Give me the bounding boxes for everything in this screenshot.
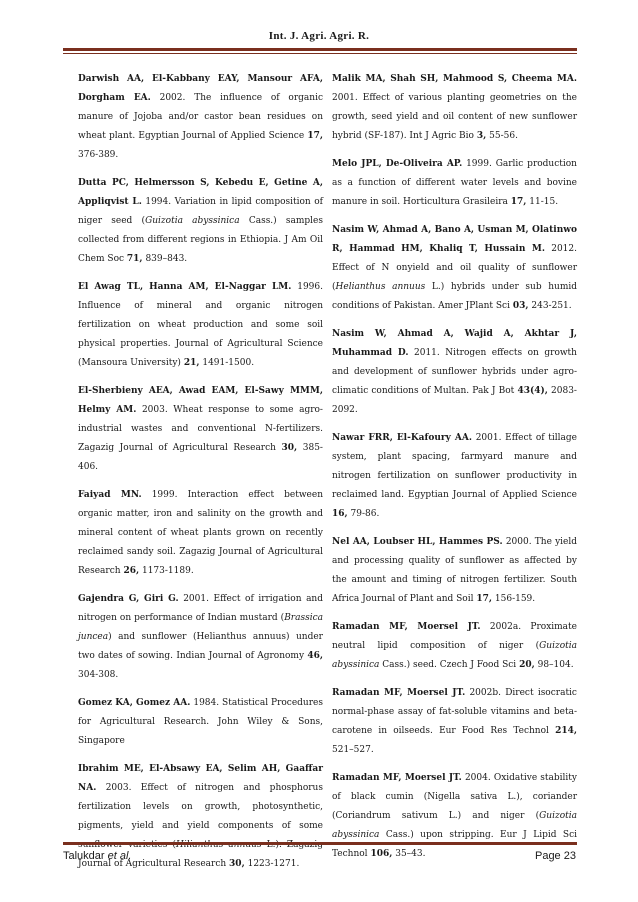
reference-item <box>78 694 323 751</box>
reference-item <box>78 70 323 165</box>
reference-item <box>78 486 323 581</box>
reference-year: 2004. <box>464 773 491 783</box>
page-label: Page <box>534 850 561 862</box>
reference-item <box>332 155 577 212</box>
reference-volume: 43(4), <box>517 386 548 396</box>
reference-year: 1994. <box>145 197 172 207</box>
reference-pages: 304-308. <box>78 670 119 680</box>
reference-item <box>332 325 577 420</box>
reference-text: Wheat response to some agro-industrial wastes and conventional N-fertilizers. Zagazig Journal of Agricultural Research <box>78 405 323 453</box>
reference-year: 2001. <box>183 594 209 604</box>
header-rule-thin <box>63 53 577 54</box>
reference-year: 1999. <box>151 490 178 500</box>
reference-authors: Faiyad MN. <box>78 490 142 500</box>
reference-item <box>332 533 577 609</box>
left-reference-column <box>78 70 323 883</box>
reference-text-cont: Cass.) upon stripping. Eur J Lipid Sci Technol <box>332 830 577 859</box>
reference-text-cont: L.). Zagazig Journal of Agricultural Research <box>78 840 323 869</box>
reference-year: 2001. <box>332 93 358 103</box>
reference-volume: 17, <box>476 594 493 604</box>
reference-volume: 30, <box>281 443 298 453</box>
footer-page <box>535 850 576 862</box>
reference-item <box>78 174 323 269</box>
reference-authors: Darwish AA, El-Kabbany EAY, Mansour AFA, Dorgham EA. <box>78 74 323 103</box>
reference-authors: El Awag TL, Hanna AM, El-Naggar LM. <box>78 282 292 292</box>
reference-pages: 1491-1500. <box>202 358 255 368</box>
reference-authors: Nel AA, Loubser HL, Hammes PS. <box>332 537 503 547</box>
reference-item <box>332 618 577 675</box>
reference-text: Interaction effect between organic matter, iron and salinity on the growth and mineral content of wheat plants grown on recently reclaimed sandy soil. Zagazig Journal of Agricultural Research <box>78 490 323 576</box>
reference-authors: Malik MA, Shah SH, Mahmood S, Cheema MA. <box>332 74 577 84</box>
reference-pages: 55-56. <box>489 131 518 141</box>
reference-text: Variation in lipid composition of niger seed ( <box>78 197 323 226</box>
reference-pages: 98–104. <box>537 660 574 670</box>
reference-text: Effect of N onyield and oil quality of sunflower ( <box>332 263 577 292</box>
reference-volume: 71, <box>126 254 143 264</box>
reference-volume: 17, <box>307 131 323 141</box>
reference-pages: 243-251. <box>531 301 572 311</box>
reference-authors: Ibrahim ME, El-Absawy EA, Selim AH, Gaaffar NA. <box>78 764 323 793</box>
reference-authors: Dutta PC, Helmersson S, Kebedu E, Getine A, Appliqvist L. <box>78 178 323 207</box>
journal-header: Int. J. Agri. Agri. R. <box>268 30 370 42</box>
reference-text: Nitrogen effects on growth and development of sunflower hybrids under agro-climatic conditions of Multan. Pak J Bot <box>332 348 577 396</box>
reference-volume: 46, <box>307 651 323 661</box>
reference-year: 2002b. <box>469 688 501 698</box>
reference-text: The influence of organic manure of Jojoba and/or castor bean residues on wheat plant. Egyptian Journal of Applied Science <box>78 93 323 141</box>
reference-volume: 03, <box>512 301 529 311</box>
reference-year: 2003. <box>141 405 168 415</box>
reference-year: 2001. <box>475 433 502 443</box>
reference-pages: 156-159. <box>494 594 536 604</box>
reference-text: Effect of tillage system, plant spacing, farmyard manure and nitrogen fertilization on sunflower productivity in reclaimed land. Egyptian Journal of Applied Science <box>332 433 577 500</box>
reference-species: Guizotia abyssinica <box>145 216 240 226</box>
reference-text: Effect of irrigation and nitrogen on performance of Indian mustard ( <box>78 594 323 623</box>
reference-volume: 214, <box>555 726 577 736</box>
reference-year: 2002. <box>159 93 186 103</box>
reference-year: 2002a. <box>489 622 522 632</box>
reference-authors: Ramadan MF, Moersel JT. <box>332 773 462 783</box>
reference-pages: 1223-1271. <box>247 859 300 869</box>
footer-et-al: et al. <box>107 850 132 862</box>
reference-pages: 35–43. <box>395 849 426 859</box>
reference-volume: 21, <box>183 358 200 368</box>
reference-text: Proximate neutral lipid composition of niger ( <box>332 622 577 651</box>
reference-item <box>78 278 323 373</box>
reference-species: Hilianthus annuus <box>175 840 262 850</box>
reference-text: Influence of mineral and organic nitrogen fertilization on wheat production and some soil physical properties. Journal of Agricultural Science (Mansoura University) <box>78 301 323 368</box>
reference-pages: 376-389. <box>78 150 119 160</box>
footer-author-name: Talukdar <box>63 850 105 862</box>
reference-pages: 839–843. <box>145 254 188 264</box>
reference-volume: 26, <box>123 566 140 576</box>
reference-species: Helianthus annuus <box>335 282 426 292</box>
reference-pages: 2083-2092. <box>332 386 577 415</box>
reference-item <box>332 684 577 760</box>
reference-text-cont: Cass.) samples collected from different regions in Ethiopia. J Am Oil Chem Soc <box>78 216 324 264</box>
reference-year: 2011. <box>414 348 440 358</box>
reference-text: Statistical Procedures for Agricultural Research. John Wiley & Sons, Singapore <box>78 698 323 746</box>
reference-item <box>332 70 577 146</box>
page-number: 23 <box>563 850 576 862</box>
header-rule <box>63 48 577 51</box>
reference-year: 2003. <box>105 783 132 793</box>
reference-item <box>78 590 323 685</box>
reference-text: The yield and processing quality of sunflower as affected by the amount and timing of nitrogen fertilizer. South Africa Journal of Plant and Soil <box>332 537 577 604</box>
reference-authors: El-Sherbieny AEA, Awad EAM, El-Sawy MMM, Helmy AM. <box>78 386 323 415</box>
reference-volume: 16, <box>332 509 348 519</box>
reference-text-cont: L.) hybrids under sub humid conditions of Pakistan. Amer JPlant Sci <box>332 282 578 311</box>
reference-authors: Nasim W, Ahmad A, Bano A, Usman M, Olatinwo R, Hammad HM, Khaliq T, Hussain M. <box>332 225 577 254</box>
reference-year: 2000. <box>505 537 532 547</box>
reference-item <box>332 429 577 524</box>
reference-volume: 20, <box>519 660 535 670</box>
reference-species: Brassica juncea <box>78 613 323 642</box>
reference-item <box>78 382 323 477</box>
reference-pages: 11-15. <box>529 197 559 207</box>
reference-text: Oxidative stability of black cumin (Nigella sativa L.), coriander (Coriandrum sativum L.) and niger ( <box>332 773 577 821</box>
reference-volume: 3, <box>476 131 487 141</box>
reference-text: Direct isocratic normal-phase assay of fat-soluble vitamins and beta-carotene in oilseeds. Eur Food Res Technol <box>332 688 577 736</box>
reference-authors: Melo JPL, De-Oliveira AP. <box>332 159 463 169</box>
reference-species: Guizotia abyssinica <box>332 811 577 840</box>
reference-authors: Gajendra G, Giri G. <box>78 594 179 604</box>
reference-pages: 521–527. <box>332 745 374 755</box>
reference-text: Garlic production as a function of different water levels and bovine manure in soil. Horticultura Grasileira <box>332 159 577 207</box>
reference-year: 1999. <box>466 159 492 169</box>
reference-volume: 30, <box>229 859 245 869</box>
reference-volume: 106, <box>370 849 393 859</box>
reference-text-cont: Cass.) seed. Czech J Food Sci <box>379 660 517 670</box>
footer-authors <box>63 850 132 862</box>
reference-authors: Ramadan MF, Moersel JT. <box>332 688 466 698</box>
footer-rule <box>63 842 577 845</box>
reference-text-cont: ) and sunflower (Helianthus annuus) under two dates of sowing. Indian Journal of Agronomy <box>78 632 323 661</box>
reference-year: 2012. <box>551 244 577 254</box>
right-reference-column <box>332 70 577 873</box>
reference-authors: Gomez KA, Gomez AA. <box>78 698 191 708</box>
reference-volume: 17, <box>510 197 527 207</box>
reference-text: Effect of various planting geometries on the growth, seed yield and oil content of new sunflower hybrid (SF-187). Int J Agric Bio <box>332 93 577 141</box>
reference-year: 1984. <box>193 698 220 708</box>
reference-authors: Ramadan MF, Moersel JT. <box>332 622 481 632</box>
reference-item <box>332 221 577 316</box>
reference-pages: 79-86. <box>350 509 380 519</box>
reference-pages: 385-406. <box>78 443 323 472</box>
reference-text: Effect of nitrogen and phosphorus fertilization levels on growth, photosynthetic, pigments, yield and yield components of some sunflower varieties ( <box>78 783 323 850</box>
reference-authors: Nasim W, Ahmad A, Wajid A, Akhtar J, Muhammad D. <box>332 329 577 358</box>
reference-pages: 1173-1189. <box>141 566 194 576</box>
reference-year: 1996. <box>297 282 323 292</box>
reference-species: Guizotia abyssinica <box>332 641 577 670</box>
reference-authors: Nawar FRR, El-Kafoury AA. <box>332 433 472 443</box>
